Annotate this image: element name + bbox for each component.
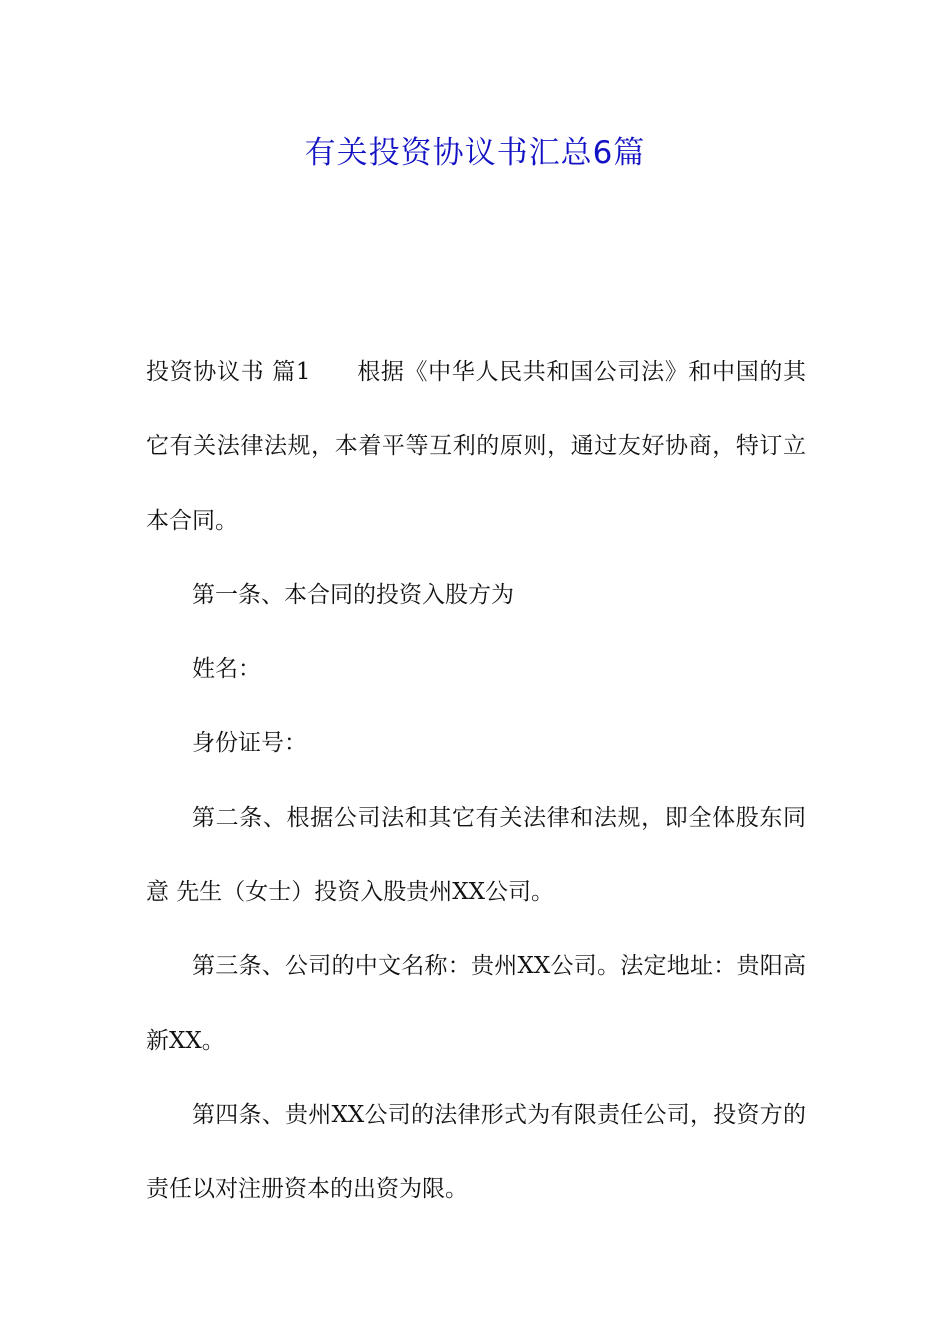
paragraph-intro [146,335,806,558]
paragraph-article-4: 第四条、贵州XX公司的法律形式为有限责任公司，投资方的责任以对注册资本的出资为限。 [146,1101,806,1203]
document-title: 有关投资协议书汇总6篇 [304,135,646,171]
document-body [146,335,806,1227]
paragraph-name-field: 姓名： [192,656,261,683]
paragraph-text: 根据《中华人民共和国公司法》和中国的其它有关法律法规，本着平等互利的原则，通过友好协商，特订立本合同。 [146,359,807,534]
paragraph-article-1: 第一条、本合同的投资入股方为 [192,581,514,608]
section-heading: 投资协议书 篇1 [146,359,311,385]
paragraph-article-3: 第三条、公司的中文名称：贵州XX公司。法定地址：贵阳高新XX。 [146,953,806,1054]
paragraph-article-2: 第二条、根据公司法和其它有关法律和法规，即全体股东同意 先生（女士）投资入股贵州XX公司。 [146,804,806,906]
paragraph-id-field: 身份证号： [192,730,307,757]
